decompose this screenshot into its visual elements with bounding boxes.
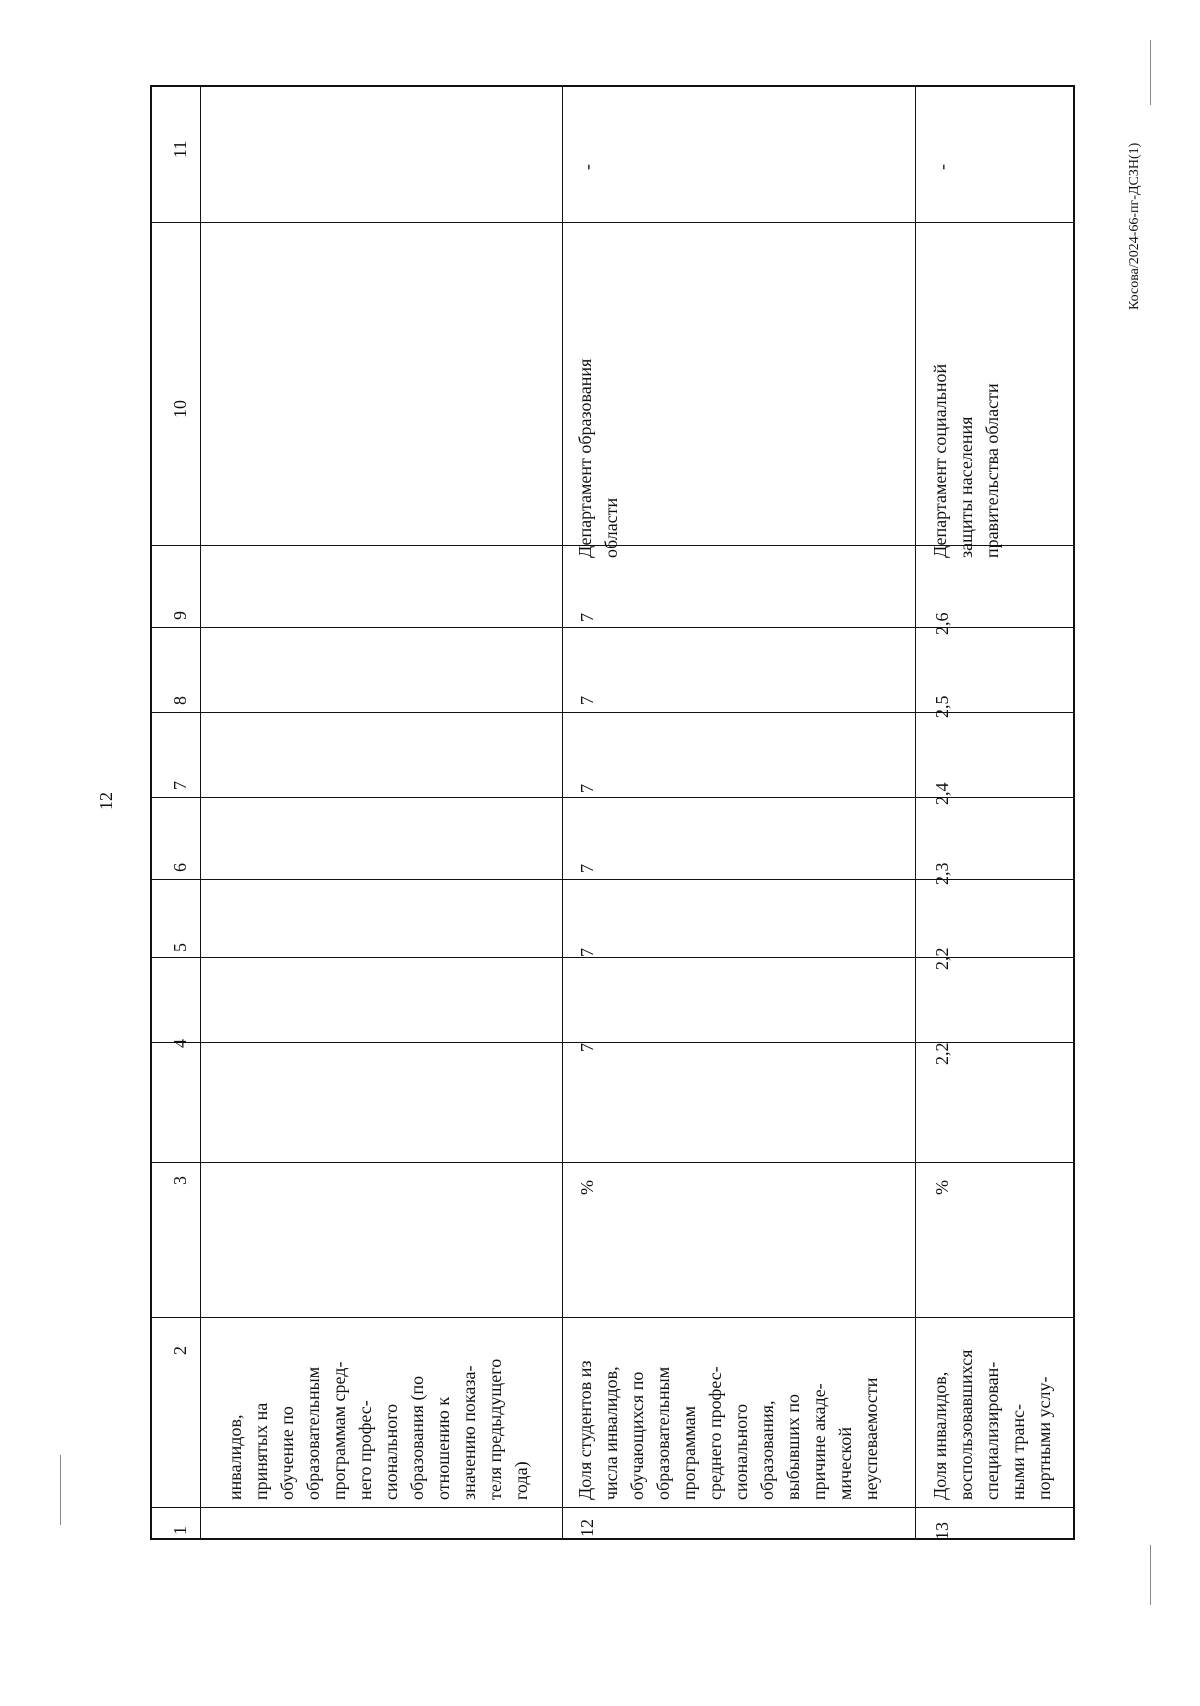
row-13-value-col5: 2,2 [932, 947, 952, 970]
row-12-value-col9: 7 [577, 613, 597, 622]
header-cell-9: 9 [170, 611, 190, 620]
footer-code: Косова/2024-66-пг-ДСЗН(1) [1127, 142, 1142, 310]
row-12-executor: Департамент образования области [575, 358, 621, 558]
row-12-value-col7: 7 [577, 784, 597, 793]
header-cell-10: 10 [170, 400, 190, 418]
row-a-name: инвалидов, принятых на обучение по образовательным программам сред- него профес- сионального образования (по отношению к значению показа- теля предыдущего года) [225, 1358, 531, 1500]
row-13-executor: Департамент социальной защиты населения правительства области [930, 363, 1002, 558]
header-cell-6: 6 [170, 863, 190, 872]
row-12-num: 12 [577, 1519, 597, 1537]
header-cell-7: 7 [170, 781, 190, 790]
row-13-value-col8: 2,5 [932, 695, 952, 718]
row-12-value-col8: 7 [577, 696, 597, 705]
row-13-value-col6: 2,3 [932, 862, 952, 885]
header-cell-3: 3 [170, 1176, 190, 1185]
header-cell-2: 2 [170, 1346, 190, 1355]
page-number: 12 [96, 792, 116, 810]
row-13-num: 13 [932, 1522, 952, 1540]
header-cell-8: 8 [170, 696, 190, 705]
header-cell-5: 5 [170, 943, 190, 952]
row-12-value-col6: 7 [577, 864, 597, 873]
header-cell-1: 1 [170, 1526, 190, 1535]
row-12-value-col4: 7 [577, 1043, 597, 1052]
row-13-value-col9: 2,6 [932, 612, 952, 635]
header-cell-11: 11 [170, 140, 190, 158]
column-divider [152, 1162, 1073, 1163]
row-12-note: - [577, 164, 597, 170]
row-13-value-col7: 2,4 [932, 782, 952, 805]
row-13-unit: % [932, 1180, 952, 1195]
row-12-name: Доля студентов из числа инвалидов, обучающихся по образовательным программам среднего профес- сионального образования, выбывших по причине акаде- мической неуспеваемости [575, 1360, 881, 1500]
row-divider [915, 87, 916, 1538]
row-divider [562, 87, 563, 1538]
column-divider [152, 1317, 1073, 1318]
row-13-note: - [932, 164, 952, 170]
row-13-value-col4: 2,2 [932, 1042, 952, 1065]
row-13-name: Доля инвалидов, воспользовавшихся специализирован- ными транс- портными услу- [930, 1349, 1054, 1500]
margin-mark-left [60, 1455, 61, 1525]
row-12-unit: % [577, 1180, 597, 1195]
column-divider [152, 222, 1073, 223]
margin-mark-top [1150, 40, 1151, 105]
header-row-divider [200, 87, 201, 1538]
header-cell-4: 4 [170, 1039, 190, 1048]
column-divider [152, 1507, 1073, 1508]
data-table [150, 85, 1075, 1540]
margin-mark-bottom [1150, 1545, 1151, 1605]
row-12-value-col5: 7 [577, 948, 597, 957]
